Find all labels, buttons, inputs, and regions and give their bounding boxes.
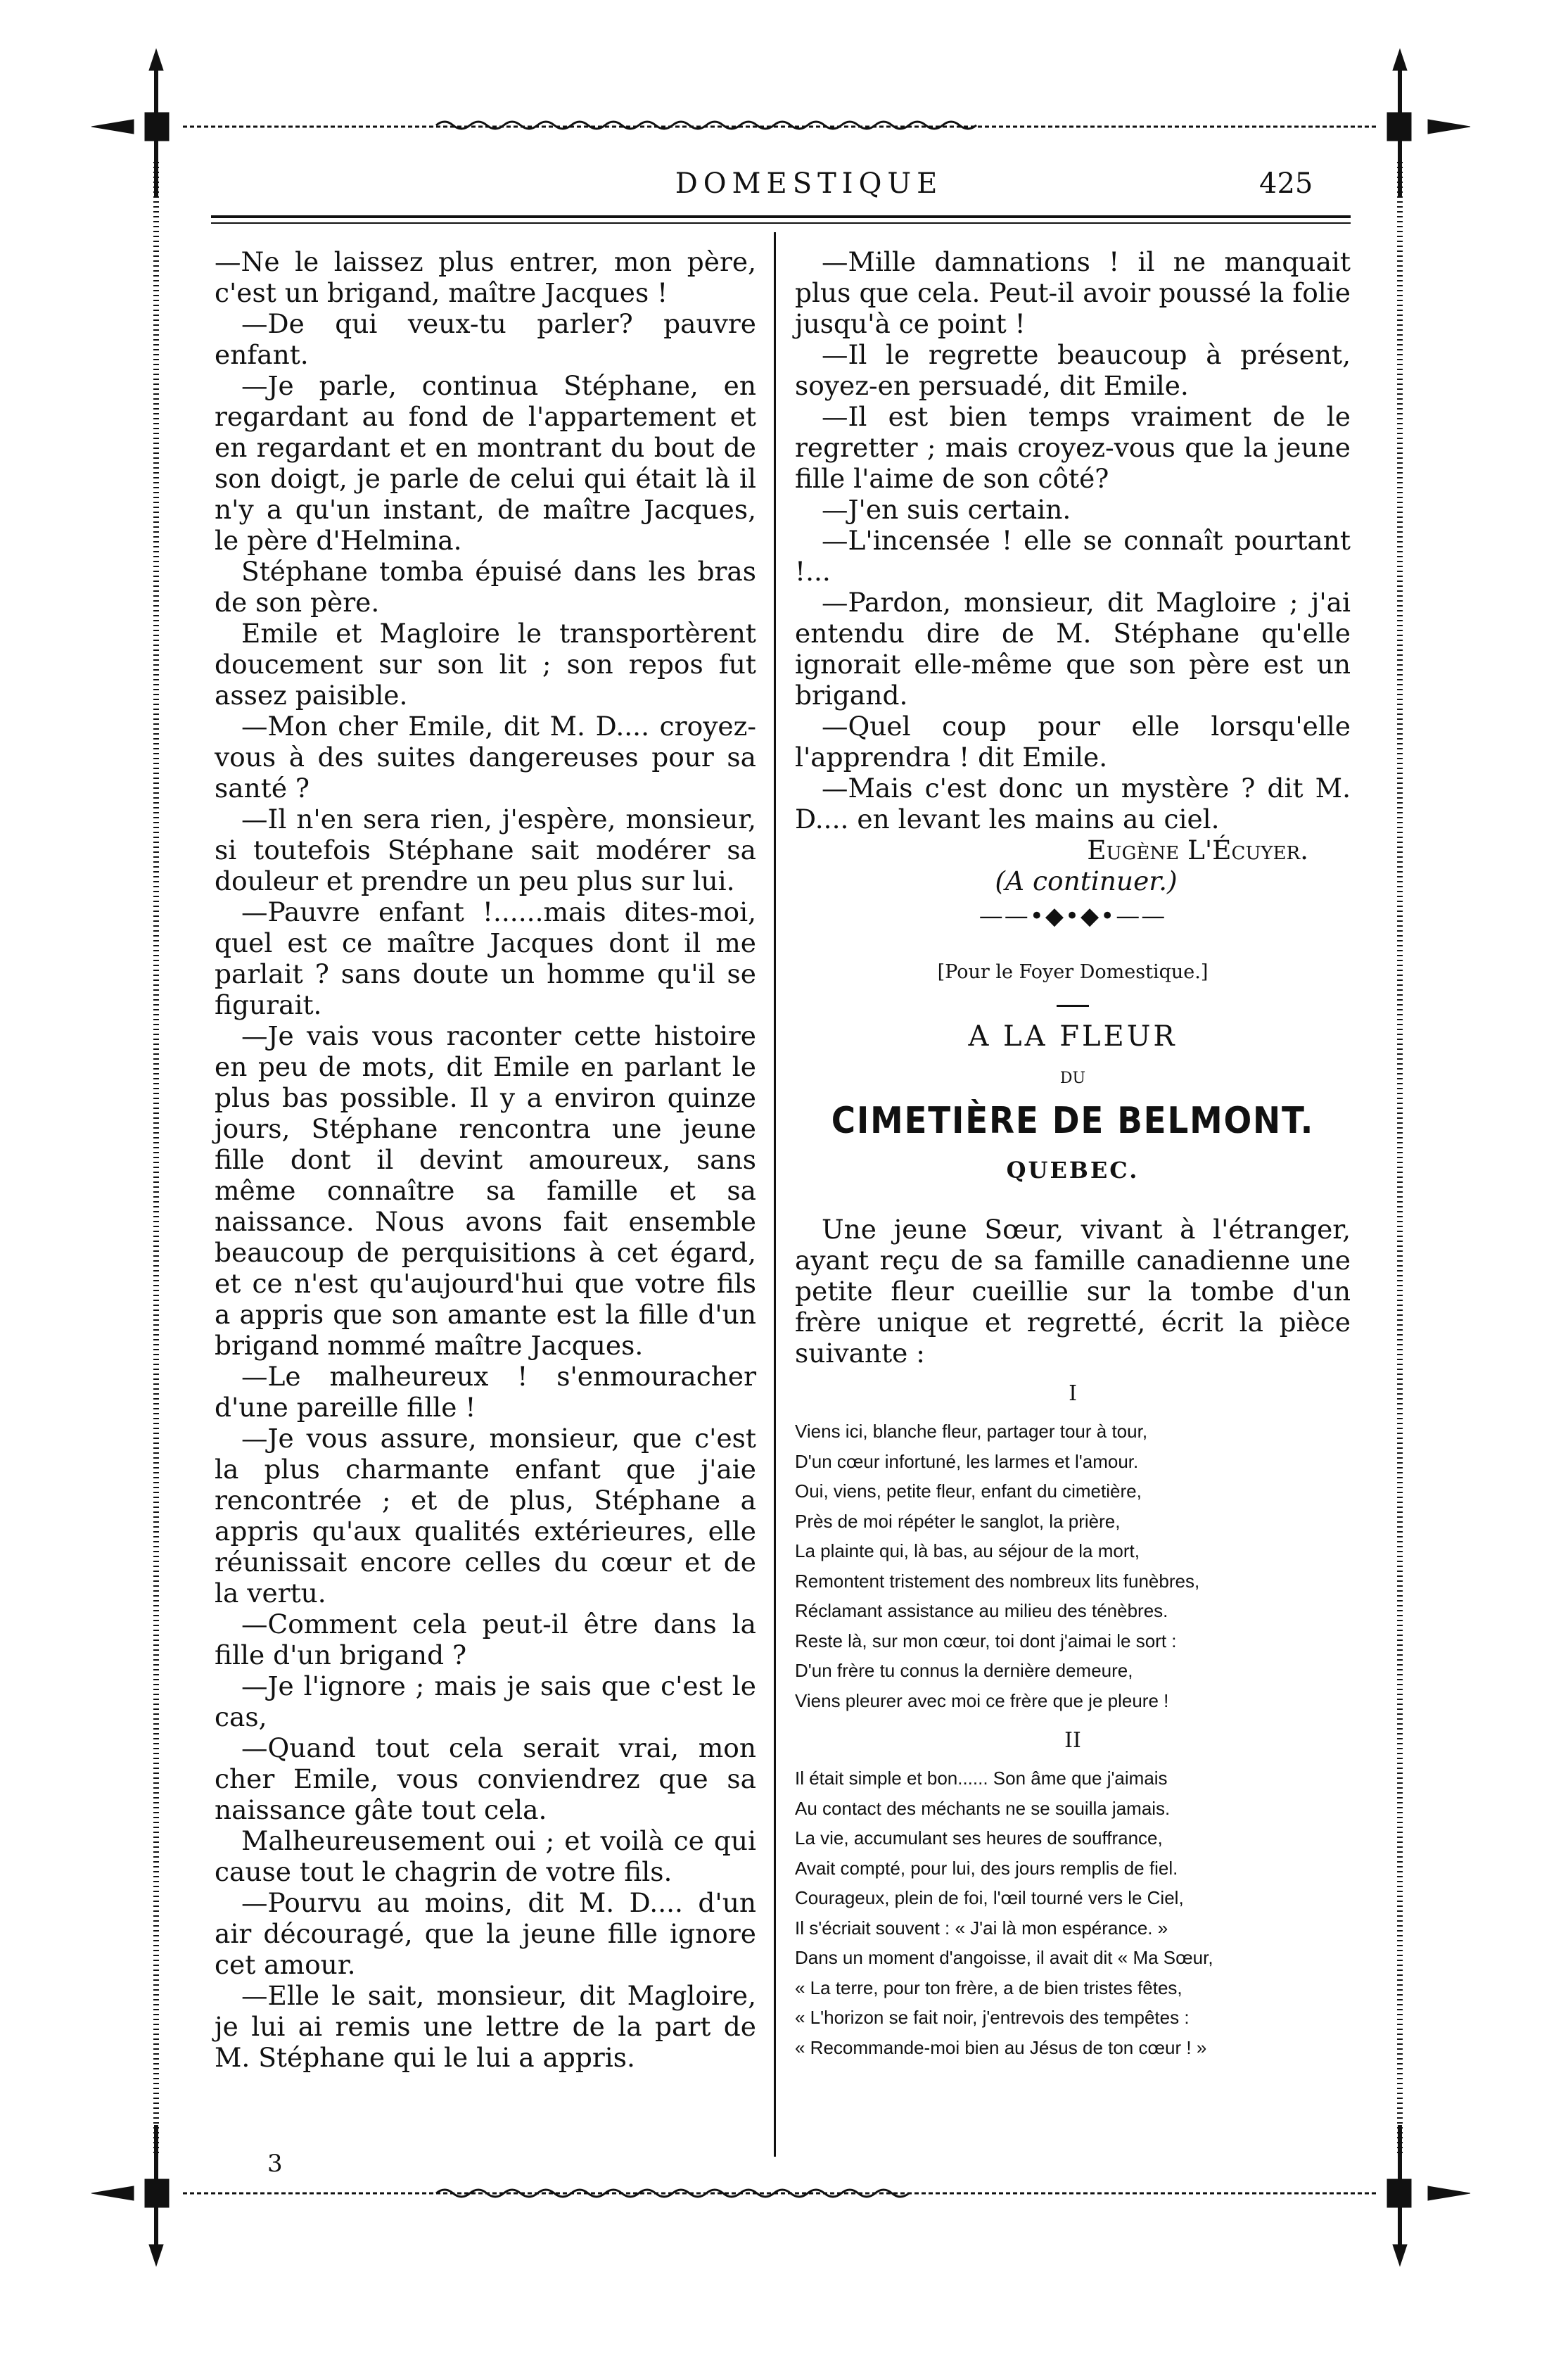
paragraph: —J'en suis certain.	[822, 494, 1071, 525]
paragraph: —Mon cher Emile, dit M. D.... croyez-vous à des suites dangereuses pour sa santé ?	[215, 711, 756, 804]
running-head: DOMESTIQUE	[675, 167, 943, 200]
author-signature: Eugène L'Écuyer.	[1087, 835, 1308, 865]
paragraph: —Pourvu au moins, dit M. D.... d'un air découragé, que la jeune fille ignore cet amour.	[215, 1887, 756, 1980]
paragraph: —De qui veux-tu parler? pauvre enfant.	[215, 308, 756, 370]
stanza-2	[795, 1763, 1351, 2062]
verse-line: Oui, viens, petite fleur, enfant du cimetière,	[795, 1480, 1142, 1502]
paragraph: Malheureusement oui ; et voilà ce qui cause tout le chagrin de votre fils.	[215, 1825, 756, 1887]
paragraph: —Quand tout cela serait vrai, mon cher Emile, vous conviendrez que sa naissance gâte tout cela.	[215, 1732, 756, 1825]
paragraph: —Ne le laissez plus entrer, mon père, c'est un brigand, maître Jacques !	[215, 246, 756, 308]
poem-intro: Une jeune Sœur, vivant à l'étranger, ayant reçu de sa famille canadienne une petite fleur cueillie sur la tombe d'un frère unique et regretté, écrit la pièce suivante :	[795, 1214, 1351, 1369]
verse-line: La vie, accumulant ses heures de souffrance,	[795, 1827, 1163, 1848]
verse-line: La plainte qui, là bas, au séjour de la mort,	[795, 1540, 1140, 1561]
paragraph: —Je parle, continua Stéphane, en regardant au fond de l'appartement et en regardant et en montrant du bout de son doigt, je parle de celui qui était là il n'y a qu'un instant, de maître Jacques, le père d'Helmina.	[215, 370, 756, 556]
paragraph: —Je l'ignore ; mais je sais que c'est le cas,	[215, 1670, 756, 1732]
verse-line: Il s'écriait souvent : « J'ai là mon espérance. »	[795, 1917, 1168, 1939]
to-be-continued: (A continuer.)	[995, 865, 1178, 896]
paragraph: —Mais c'est donc un mystère ? dit M. D.... en levant les mains au ciel.	[795, 773, 1351, 835]
paragraph: —Il est bien temps vraiment de le regretter ; mais croyez-vous que la jeune fille l'aime de son côté?	[795, 401, 1351, 494]
header-rule	[211, 215, 1351, 218]
paragraph: —Pauvre enfant !......mais dites-moi, quel est ce maître Jacques dont il me parlait ? sans doute un homme qu'il se figurait.	[215, 896, 756, 1020]
paragraph: —Je vais vous raconter cette histoire en peu de mots, dit Emile en parlant le plus bas possible. Il y a environ quinze jours, Stéphane rencontra une jeune fille dont il devint amoureux, sans même connaître sa famille et sa naissance. Nous avons fait ensemble beaucoup de perquisitions à cet égard, et ce n'est qu'aujourd'hui que votre fils a appris que son amante est la fille d'un brigand nommé maître Jacques.	[215, 1020, 756, 1361]
verse-line: Dans un moment d'angoisse, il avait dit « Ma Sœur,	[795, 1947, 1213, 1968]
paragraph: Stéphane tomba épuisé dans les bras de son père.	[215, 556, 756, 618]
paragraph: —Pardon, monsieur, dit Magloire ; j'ai entendu dire de M. Stéphane qu'elle ignorait elle-même que son père est un brigand.	[795, 587, 1351, 711]
verse-line: Viens ici, blanche fleur, partager tour à tour,	[795, 1421, 1148, 1442]
verse-line: Au contact des méchants ne se souilla jamais.	[795, 1797, 1171, 1819]
verse-line: D'un cœur infortuné, les larmes et l'amour.	[795, 1450, 1139, 1472]
verse-line: « L'horizon se fait noir, j'entrevois des tempêtes :	[795, 2007, 1190, 2028]
paragraph: —L'incensée ! elle se connaît pourtant !...	[795, 525, 1351, 587]
paragraph: —Quel coup pour elle lorsqu'elle l'apprendra ! dit Emile.	[795, 711, 1351, 773]
short-rule	[1057, 1005, 1089, 1007]
source-note: [Pour le Foyer Domestique.]	[937, 961, 1209, 983]
poem-place: QUEBEC.	[1006, 1157, 1140, 1184]
fleuron-divider: ——•◆•◆•——	[979, 902, 1167, 930]
stanza-1	[795, 1416, 1351, 1715]
paragraph: —Mille damnations ! il ne manquait plus que cela. Peut-il avoir poussé la folie jusqu'à ce point !	[795, 246, 1351, 339]
stanza-number: II	[1064, 1728, 1081, 1753]
verse-line: Remontent tristement des nombreux lits funèbres,	[795, 1570, 1200, 1592]
verse-line: Réclamant assistance au milieu des ténèbres.	[795, 1600, 1168, 1621]
verse-line: Viens pleurer avec moi ce frère que je pleure !	[795, 1689, 1169, 1711]
paragraph: —Elle le sait, monsieur, dit Magloire, je lui ai remis une lettre de la part de M. Stéphane qui le lui a appris.	[215, 1980, 756, 2073]
header-rule-thin	[211, 222, 1351, 224]
signature-mark: 3	[267, 2150, 283, 2178]
paragraph: —Le malheureux ! s'enmouracher d'une pareille fille !	[215, 1361, 756, 1423]
page-number: 425	[1259, 167, 1313, 200]
column-divider	[774, 232, 776, 2157]
paragraph: —Il n'en sera rien, j'espère, monsieur, si toutefois Stéphane sait modérer sa douleur et prendre un peu plus sur lui.	[215, 804, 756, 896]
verse-line: Près de moi répéter le sanglot, la prière,	[795, 1510, 1121, 1532]
poem-title-line3: CIMETIÈRE DE BELMONT.	[831, 1100, 1315, 1142]
paragraph: —Je vous assure, monsieur, que c'est la plus charmante enfant que j'aie rencontrée ; et de plus, Stéphane a appris qu'aux qualités extérieures, elle réunissait encore celles du cœur et de la vertu.	[215, 1423, 756, 1609]
verse-line: Avait compté, pour lui, des jours remplis de fiel.	[795, 1857, 1178, 1879]
verse-line: Reste là, sur mon cœur, toi dont j'aimai le sort :	[795, 1630, 1177, 1651]
verse-line: Il était simple et bon...... Son âme que j'aimais	[795, 1768, 1168, 1789]
verse-line: « La terre, pour ton frère, a de bien tristes fêtes,	[795, 1977, 1183, 1998]
verse-line: D'un frère tu connus la dernière demeure,	[795, 1660, 1133, 1681]
paragraph: —Il le regrette beaucoup à présent, soyez-en persuadé, dit Emile.	[795, 339, 1351, 401]
poem-title-line1: A LA FLEUR	[968, 1020, 1178, 1053]
poem-title-line2: DU	[1059, 1070, 1086, 1087]
paragraph: —Comment cela peut-il être dans la fille d'un brigand ?	[215, 1609, 756, 1670]
verse-line: « Recommande-moi bien au Jésus de ton cœur ! »	[795, 2036, 1207, 2058]
paragraph: Emile et Magloire le transportèrent doucement sur son lit ; son repos fut assez paisible.	[215, 618, 756, 711]
right-column	[795, 246, 1351, 2062]
left-column	[215, 246, 756, 2073]
verse-line: Courageux, plein de foi, l'œil tourné vers le Ciel,	[795, 1887, 1184, 1908]
stanza-number: I	[1069, 1381, 1077, 1406]
